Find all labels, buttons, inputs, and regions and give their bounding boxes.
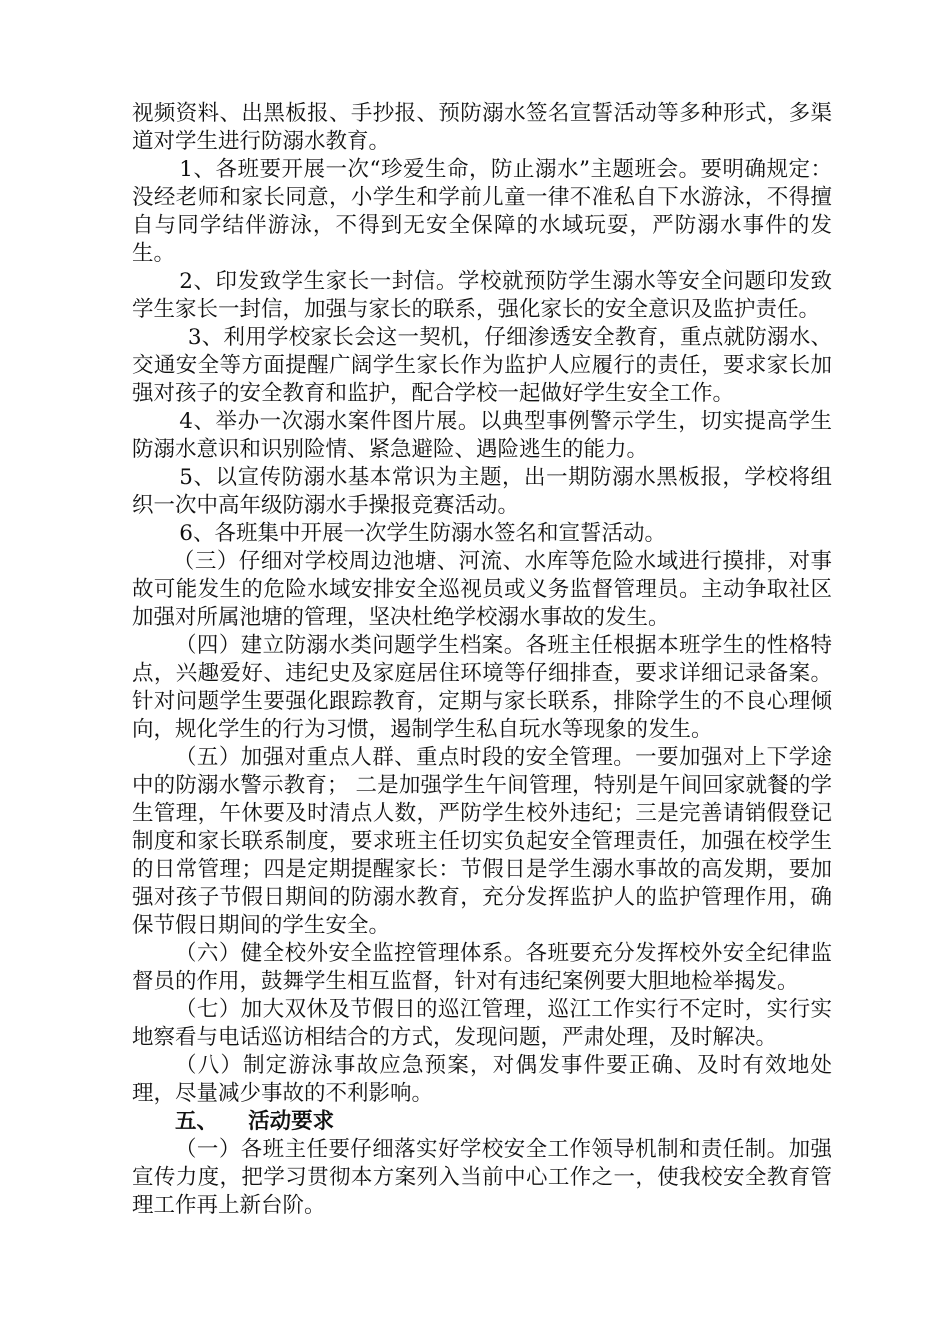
paragraph-section-4: （四）建立防溺水类问题学生档案。各班主任根据本班学生的性格特点，兴趣爱好、违纪史及家庭居住环境等仔细排查，要求详细记录备案。针对问题学生要强化跟踪教育，定期与家长联系，排除学生的不良心理倾向，规化学生的行为习惯，遏制学生私自玩水等现象的发生。 bbox=[132, 633, 832, 742]
paragraph-section-6: （六）健全校外安全监控管理体系。各班要充分发挥校外安全纪律监督员的作用，鼓舞学生相互监督，针对有违纪案例要大胆地检举揭发。 bbox=[132, 941, 832, 994]
paragraph-item-4: 4、举办一次溺水案件图片展。以典型事例警示学生，切实提高学生防溺水意识和识别险情、紧急避险、遇险逃生的能力。 bbox=[132, 409, 832, 462]
paragraph-section-8: （八）制定游泳事故应急预案，对偶发事件要正确、及时有效地处理，尽量减少事故的不利影响。 bbox=[132, 1053, 832, 1106]
paragraph-section-3: （三）仔细对学校周边池塘、河流、水库等危险水域进行摸排，对事故可能发生的危险水域安排安全巡视员或义务监督管理员。主动争取社区加强对所属池塘的管理，坚决杜绝学校溺水事故的发生。 bbox=[132, 549, 832, 630]
document-body bbox=[132, 100, 832, 1220]
paragraph-requirement-1: （一）各班主任要仔细落实好学校安全工作领导机制和责任制。加强宣传力度，把学习贯彻本方案列入当前中心工作之一，使我校安全教育管理工作再上新台阶。 bbox=[132, 1137, 832, 1218]
paragraph-item-5: 5、以宣传防溺水基本常识为主题，出一期防溺水黑板报，学校将组织一次中高年级防溺水手操报竞赛活动。 bbox=[132, 465, 832, 518]
section-heading bbox=[132, 1108, 832, 1136]
section-heading-title: 活动要求 bbox=[248, 1109, 335, 1134]
paragraph-item-3: 3、利用学校家长会这一契机，仔细渗透安全教育，重点就防溺水、交通安全等方面提醒广阔学生家长作为监护人应履行的责任，要求家长加强对孩子的安全教育和监护，配合学校一起做好学生安全工作。 bbox=[132, 325, 832, 406]
paragraph-section-5: （五）加强对重点人群、重点时段的安全管理。一要加强对上下学途中的防溺水警示教育； 二是加强学生午间管理，特别是午间回家就餐的学生管理，午休要及时清点人数，严防学生校外违纪；三是完善请销假登记制度和家长联系制度，要求班主任切实负起安全管理责任，加强在校学生的日常管理；四是定期提醒家长：节假日是学生溺水事故的高发期，要加强对孩子节假日期间的防溺水教育，充分发挥监护人的监护管理作用，确保节假日期间的学生安全。 bbox=[132, 745, 832, 938]
paragraph-item-2: 2、印发致学生家长一封信。学校就预防学生溺水等安全问题印发致学生家长一封信，加强与家长的联系，强化家长的安全意识及监护责任。 bbox=[132, 269, 832, 322]
section-heading-number: 五、 bbox=[175, 1109, 219, 1134]
paragraph-intro: 视频资料、出黑板报、手抄报、预防溺水签名宣誓活动等多种形式，多渠道对学生进行防溺水教育。 bbox=[132, 101, 832, 154]
paragraph-item-1: 1、各班要开展一次“珍爱生命，防止溺水”主题班会。要明确规定：没经老师和家长同意，小学生和学前儿童一律不准私自下水游泳，不得擅自与同学结伴游泳，不得到无安全保障的水域玩耍，严防溺水事件的发生。 bbox=[132, 157, 832, 266]
paragraph-item-6: 6、各班集中开展一次学生防溺水签名和宣誓活动。 bbox=[179, 521, 666, 546]
paragraph-section-7: （七）加大双休及节假日的巡江管理，巡江工作实行不定时，实行实地察看与电话巡访相结合的方式，发现问题，严肃处理，及时解决。 bbox=[132, 997, 832, 1050]
